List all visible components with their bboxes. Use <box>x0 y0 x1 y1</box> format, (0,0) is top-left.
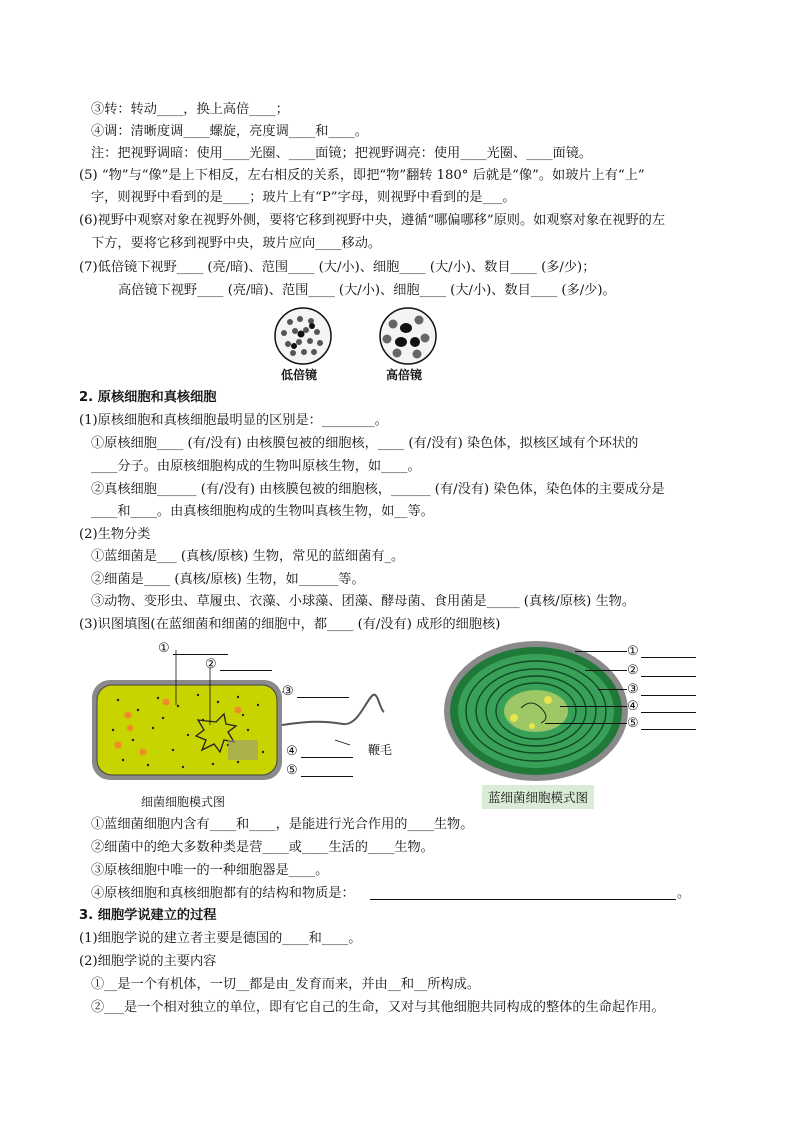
cyano-marker-4: ④ <box>627 699 639 714</box>
q-cyano-photosynthesis: ①蓝细菌细胞内含有____和____，是能进行光合作用的____生物。 <box>91 817 474 832</box>
s3-content-2: ②___是一个相对独立的单位，即有它自己的生命，又对与其他细胞共同构成的整体的生命起作用。 <box>91 1000 665 1015</box>
q-common-structures: ④原核细胞和真核细胞都有的结构和物质是： <box>91 886 355 901</box>
bact-marker-4: ④ <box>286 744 298 759</box>
cyano-marker-1: ① <box>627 644 639 659</box>
cyano-marker-3: ③ <box>627 682 639 697</box>
section-2-heading: 2. 原核细胞和真核细胞 <box>79 390 217 405</box>
s2-bacteria: ②细菌是____ (真核/原核) 生物，如______等。 <box>91 572 365 587</box>
bact-marker-3: ③ <box>282 684 294 699</box>
q-bacteria-lifestyle: ②细菌中的绝大多数种类是营____或____生活的____生物。 <box>91 840 434 855</box>
cyanobacteria-diagram-caption: 蓝细菌细胞模式图 <box>482 785 594 809</box>
high-power-view-image <box>375 306 441 366</box>
item-7-high: 高倍镜下视野____ (亮/暗)、范围____ (大/小)、细胞____ (大/小)、数目____ (多/少)。 <box>118 283 616 298</box>
cyano-blank-3 <box>641 695 696 696</box>
cyano-leader-3 <box>598 689 627 690</box>
q-common-structures-end: 。 <box>677 886 691 901</box>
note-brightness: 注：把视野调暗：使用____光圈、____面镜；把视野调亮：使用____光圈、____面镜。 <box>91 146 593 161</box>
s2-prokaryote-line2: ____分子。由原核细胞构成的生物叫原核生物，如____。 <box>91 459 421 474</box>
bact-blank-2 <box>220 670 272 671</box>
item-6-line1: (6)视野中观察对象在视野外侧，要将它移到视野中央，遵循“哪偏哪移”原则。如观察对象在视野的左 <box>79 213 666 228</box>
bact-blank-3 <box>297 697 349 698</box>
cyano-leader-1 <box>575 651 627 652</box>
s2-eukaryote-line1: ②真核细胞______ (有/没有) 由核膜包被的细胞核，______ (有/没有) 染色体，染色体的主要成分是 <box>91 482 665 497</box>
s2-classification-heading: (2)生物分类 <box>79 527 151 542</box>
bacteria-diagram-caption: 细菌细胞模式图 <box>141 795 226 809</box>
bacteria-cell-diagram <box>88 640 388 810</box>
s2-eukaryote-line2: ____和____。由真核细胞构成的生物叫真核生物，如__等。 <box>91 504 434 519</box>
s3-content-heading: (2)细胞学说的主要内容 <box>79 954 217 969</box>
item-7-low: (7)低倍镜下视野____ (亮/暗)、范围____ (大/小)、细胞____ (大/小)、数目____ (多/少)； <box>79 260 596 275</box>
s2-diagram-instruction: (3)识图填图(在蓝细菌和细菌的细胞中，都____ (有/没有) 成形的细胞核) <box>79 617 501 632</box>
high-power-label: 高倍镜 <box>386 368 423 382</box>
item-6-line2: 下方，要将它移到视野中央，玻片应向____移动。 <box>91 236 382 251</box>
q-prokaryote-organelle: ③原核细胞中唯一的一种细胞器是____。 <box>91 863 329 878</box>
cyano-leader-2 <box>585 670 627 671</box>
cyano-marker-5: ⑤ <box>627 716 639 731</box>
cyano-leader-5 <box>545 723 627 724</box>
low-power-label: 低倍镜 <box>281 368 318 382</box>
bact-blank-4 <box>301 757 353 758</box>
cyanobacteria-cell-diagram <box>436 638 636 788</box>
s3-content-1: ①__是一个有机体，一切__都是由_发育而来，并由__和__所构成。 <box>91 977 481 992</box>
bact-blank-1 <box>173 654 228 655</box>
s2-prokaryote-line1: ①原核细胞____ (有/没有) 由核膜包被的细胞核，____ (有/没有) 染色体，拟核区域有个环状的 <box>91 436 639 451</box>
cyano-blank-5 <box>641 729 696 730</box>
bact-marker-5: ⑤ <box>286 763 298 778</box>
bact-marker-2: ② <box>205 657 217 672</box>
s2-eukaryote-list: ③动物、变形虫、草履虫、衣藻、小球藻、团藻、酵母菌、食用菌是_____ (真核/原核) 生物。 <box>91 594 636 609</box>
flagellum-label: 鞭毛 <box>368 743 393 757</box>
step-rotate: ③转：转动____，换上高倍____； <box>91 102 289 117</box>
bact-marker-1: ① <box>158 641 170 656</box>
s2-cyanobacteria: ①蓝细菌是___ (真核/原核) 生物，常见的蓝细菌有_。 <box>91 549 405 564</box>
q-common-structures-blank <box>370 899 676 900</box>
cyano-blank-2 <box>641 676 696 677</box>
bact-blank-5 <box>301 776 353 777</box>
item-5-line1: (5) “物”与“像”是上下相反，左右相反的关系，即把“物”翻转 180° 后就是“像”。如玻片上有“上” <box>79 168 645 183</box>
s2-item-1: (1)原核细胞和真核细胞最明显的区别是：________。 <box>79 413 388 428</box>
step-adjust: ④调：清晰度调____螺旋，亮度调____和____。 <box>91 124 368 139</box>
low-power-view-image <box>270 306 336 366</box>
cyano-blank-4 <box>641 712 696 713</box>
item-5-line2: 字，则视野中看到的是____；玻片上有“P”字母，则视野中看到的是___。 <box>91 190 516 205</box>
cyano-marker-2: ② <box>627 663 639 678</box>
section-3-heading: 3. 细胞学说建立的过程 <box>79 908 217 923</box>
cyano-leader-4 <box>560 706 627 707</box>
cyano-blank-1 <box>641 657 696 658</box>
s3-founders: (1)细胞学说的建立者主要是德国的____和____。 <box>79 931 362 946</box>
